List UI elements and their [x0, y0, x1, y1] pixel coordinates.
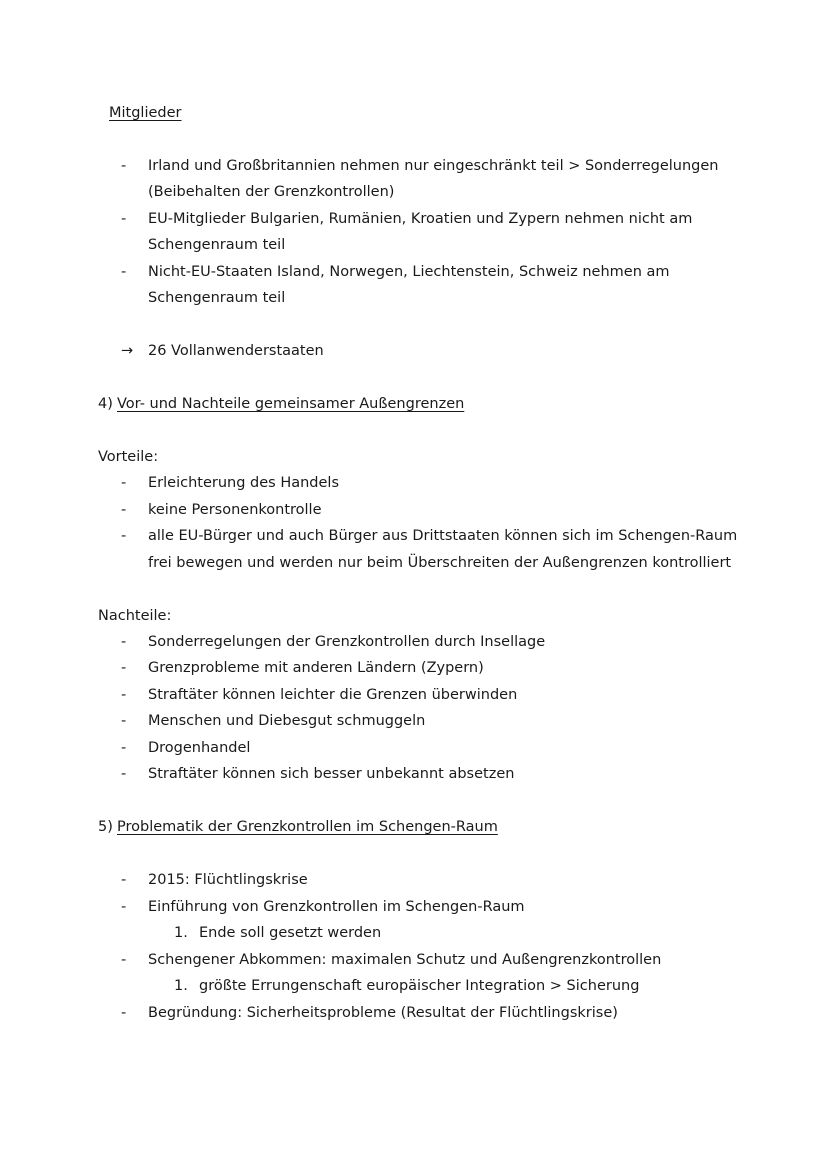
list-item-continuation: (Beibehalten der Grenzkontrollen)	[148, 184, 395, 200]
bullet-dash: -	[121, 740, 127, 756]
list-item: Straftäter können leichter die Grenzen überwinden	[148, 687, 518, 703]
members-heading: Mitglieder	[109, 105, 182, 121]
list-item-continuation: Schengenraum teil	[148, 237, 286, 253]
list-item-continuation: Schengenraum teil	[148, 290, 286, 306]
list-item: keine Personenkontrolle	[148, 502, 322, 518]
bullet-dash: -	[121, 687, 127, 703]
bullet-dash: -	[121, 528, 127, 544]
list-item: Menschen und Diebesgut schmuggeln	[148, 713, 426, 729]
list-item: Nicht-EU-Staaten Island, Norwegen, Liechtenstein, Schweiz nehmen am	[148, 264, 670, 280]
bullet-dash: -	[121, 660, 127, 676]
section-4-title: Vor- und Nachteile gemeinsamer Außengrenzen	[117, 396, 465, 412]
sub-list-item: Ende soll gesetzt werden	[199, 925, 382, 941]
list-item: EU-Mitglieder Bulgarien, Rumänien, Kroatien und Zypern nehmen nicht am	[148, 211, 693, 227]
section-4-number: 4)	[98, 396, 113, 412]
list-item: Sonderregelungen der Grenzkontrollen durch Insellage	[148, 634, 546, 650]
list-item: 2015: Flüchtlingskrise	[148, 872, 308, 888]
bullet-dash: -	[121, 872, 127, 888]
list-item: Einführung von Grenzkontrollen im Schengen-Raum	[148, 899, 525, 915]
bullet-dash: -	[121, 1005, 127, 1021]
pros-label: Vorteile:	[98, 449, 159, 465]
members-conclusion: 26 Vollanwenderstaaten	[148, 343, 324, 359]
list-item: Schengener Abkommen: maximalen Schutz und Außengrenzkontrollen	[148, 952, 662, 968]
bullet-dash: -	[121, 899, 127, 915]
bullet-dash: -	[121, 264, 127, 280]
list-item: Begründung: Sicherheitsprobleme (Resultat der Flüchtlingskrise)	[148, 1005, 618, 1021]
list-item: Straftäter können sich besser unbekannt absetzen	[148, 766, 515, 782]
bullet-dash: -	[121, 766, 127, 782]
list-item: alle EU-Bürger und auch Bürger aus Drittstaaten können sich im Schengen-Raum	[148, 528, 738, 544]
list-item: Irland und Großbritannien nehmen nur eingeschränkt teil > Sonderregelungen	[148, 158, 719, 174]
bullet-dash: -	[121, 211, 127, 227]
bullet-dash: -	[121, 158, 127, 174]
list-item: Grenzprobleme mit anderen Ländern (Zypern)	[148, 660, 484, 676]
bullet-dash: -	[121, 952, 127, 968]
bullet-dash: -	[121, 475, 127, 491]
section-5-title: Problematik der Grenzkontrollen im Schengen-Raum	[117, 819, 498, 835]
cons-label: Nachteile:	[98, 608, 172, 624]
bullet-dash: -	[121, 634, 127, 650]
bullet-dash: -	[121, 502, 127, 518]
bullet-dash: -	[121, 713, 127, 729]
list-item: Drogenhandel	[148, 740, 251, 756]
sub-item-number: 1.	[174, 925, 188, 941]
sub-list-item: größte Errungenschaft europäischer Integration > Sicherung	[199, 978, 640, 994]
arrow-icon: →	[121, 343, 134, 359]
list-item: Erleichterung des Handels	[148, 475, 339, 491]
section-5-number: 5)	[98, 819, 113, 835]
sub-item-number: 1.	[174, 978, 188, 994]
list-item-continuation: frei bewegen und werden nur beim Überschreiten der Außengrenzen kontrolliert	[148, 555, 732, 571]
